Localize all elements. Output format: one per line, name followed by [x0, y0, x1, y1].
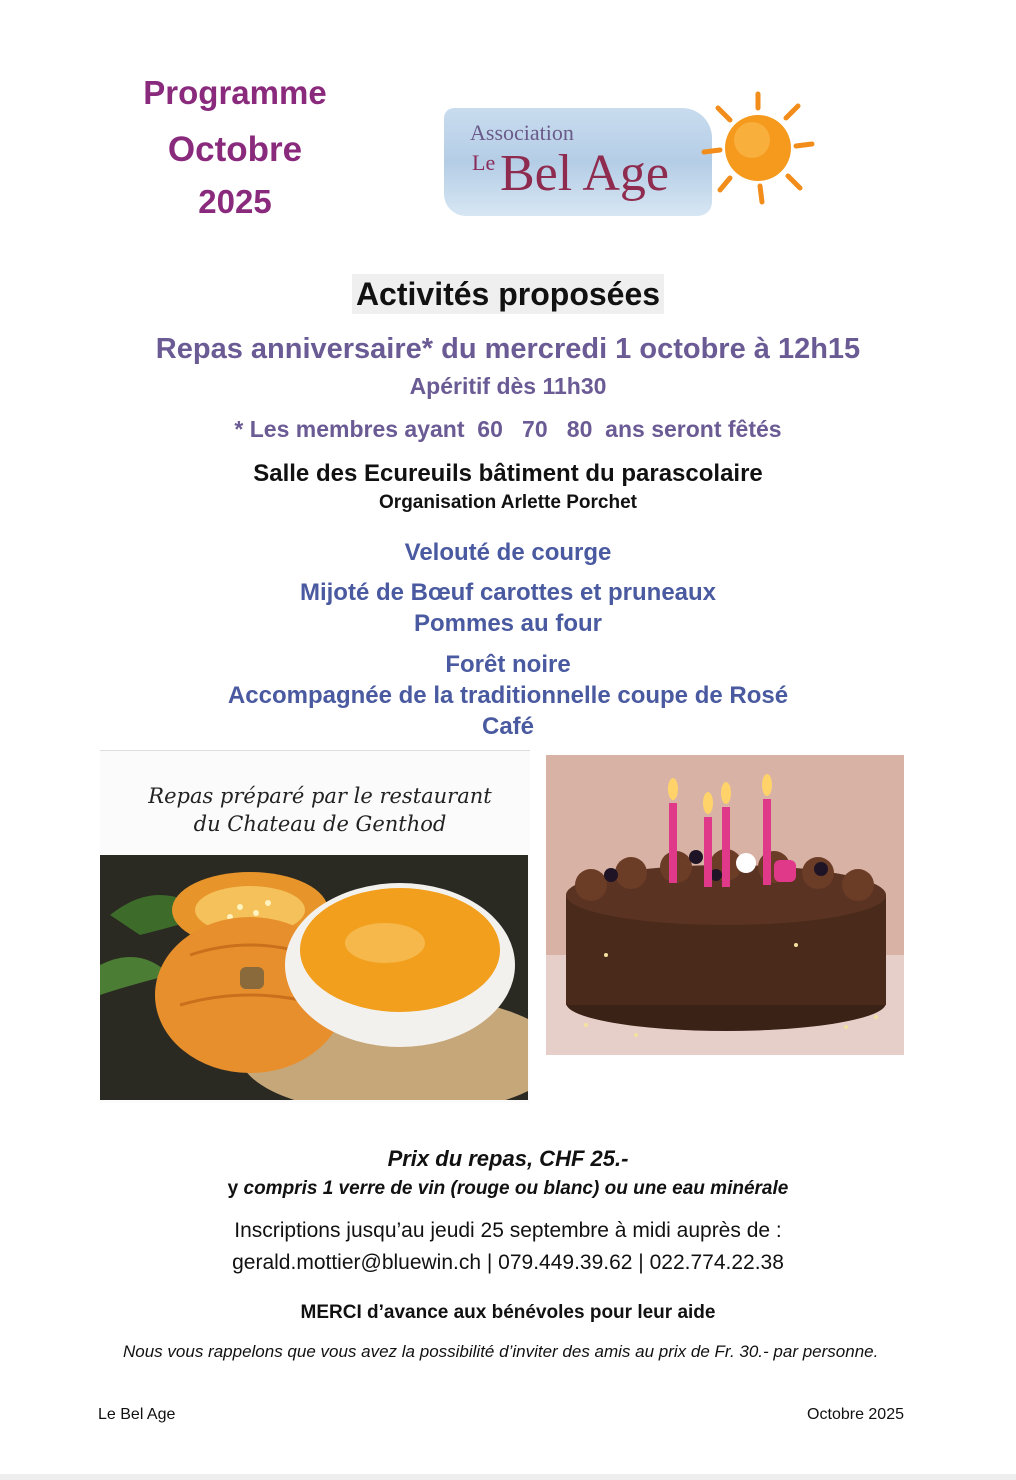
footer-left: Le Bel Age [98, 1406, 176, 1423]
reminder-note: Nous vous rappelons que vous avez la possibilité d’inviter des amis au prix de Fr. 30.- par personne. [123, 1342, 879, 1361]
price-included-prefix: y [227, 1178, 239, 1199]
thanks-volunteers: MERCI d’avance aux bénévoles pour leur aide [300, 1302, 716, 1323]
birthday-cake-photo [546, 755, 904, 1055]
logo-association-text: Association [470, 120, 574, 145]
menu-dessert: Forêt noire [445, 651, 571, 678]
event-members-note: * Les membres ayant 60 70 80 ans seront fêtés [234, 416, 782, 442]
caption-line-2: du Chateau de Genthod [193, 812, 447, 836]
caption-line-1: Repas préparé par le restaurant [148, 784, 492, 808]
registration-contacts: gerald.mottier@bluewin.ch | 079.449.39.62 | 022.774.22.38 [232, 1251, 784, 1274]
programme-label: Programme [143, 74, 327, 111]
event-organisation: Organisation Arlette Porchet [379, 492, 637, 513]
footer-right: Octobre 2025 [807, 1406, 904, 1423]
price-main: Prix du repas, CHF 25.- [387, 1146, 629, 1171]
logo-le-text: Le [472, 150, 496, 175]
menu-main: Mijoté de Bœuf carottes et pruneaux [299, 579, 717, 606]
section-title: Activités proposées [352, 274, 664, 314]
price-included: compris 1 verre de vin (rouge ou blanc) ou une eau minérale [238, 1178, 789, 1199]
event-title: Repas anniversaire* du mercredi 1 octobre à 12h15 [155, 333, 861, 365]
price-included-wrap [0, 1178, 1016, 1200]
event-venue: Salle des Ecureuils bâtiment du parascolaire [253, 460, 763, 487]
section-title-wrap [0, 276, 1016, 313]
menu-coffee: Café [481, 713, 535, 740]
logo-bel-age-text: Bel Age [500, 145, 669, 202]
registration-line-1: Inscriptions jusqu’au jeudi 25 septembre à midi auprès de : [234, 1219, 782, 1242]
event-aperitif: Apéritif dès 11h30 [409, 373, 607, 399]
menu-side: Pommes au four [413, 610, 603, 637]
menu-drink: Accompagnée de la traditionnelle coupe de Rosé [227, 682, 789, 709]
menu-starter: Velouté de courge [404, 539, 612, 566]
year-label: 2025 [198, 183, 272, 220]
month-label: Octobre [167, 130, 303, 169]
pumpkin-soup-photo [100, 855, 528, 1100]
sun-icon [690, 88, 825, 213]
page-bottom-edge [0, 1474, 1016, 1480]
